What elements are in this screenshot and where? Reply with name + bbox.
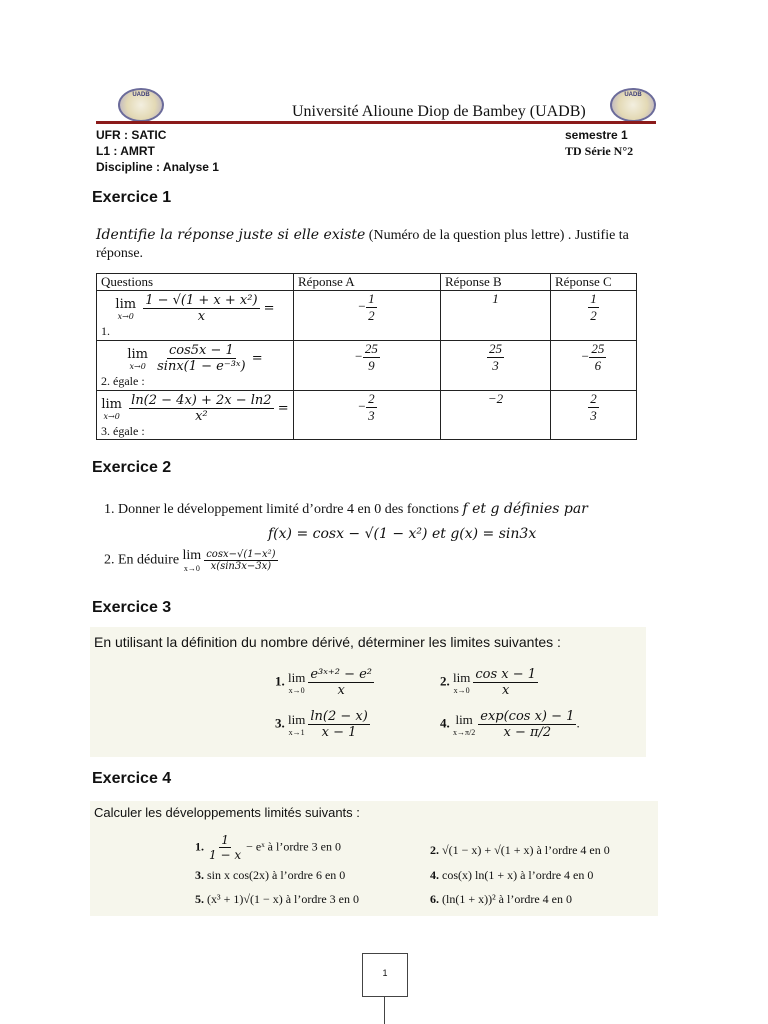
q2-answer-a: − $\frac{25}{9}$ bbox=[294, 341, 441, 391]
q1-label: 1. bbox=[101, 324, 110, 338]
dl-item-4: 4. cos(x) ln(1 + x) à l’ordre 4 en 0 bbox=[430, 868, 594, 882]
limit-item-3: 3. lim x→1 $\frac{\ln(2 - x)}{x - 1}$ bbox=[275, 709, 368, 740]
column-header: Réponse C bbox=[551, 274, 637, 291]
dl-item-3: 3. sin x cos(2x) à l’ordre 6 en 0 bbox=[195, 868, 346, 882]
table-row bbox=[97, 341, 637, 391]
ufr-label: UFR : SATIC bbox=[96, 128, 167, 142]
q3-answer-a: − $\frac{2}{3}$ bbox=[294, 391, 441, 440]
series-label: TD Série N°2 bbox=[565, 144, 634, 158]
exercise-4-title: Exercice 4 bbox=[92, 770, 172, 787]
uadb-logo-left: UADB bbox=[118, 88, 164, 122]
exercise-2-item-1: 1. Donner le développement limité d’ordre 4 en 0 des fonctions f et g définies par bbox=[104, 501, 588, 517]
column-header: Réponse B bbox=[441, 274, 551, 291]
dl-item-6: 6. (ln(1 + x))² à l’ordre 4 en 0 bbox=[430, 892, 572, 906]
exercise-2-formula: f(x) = cosx − √(1 − x²) et g(x) = sin3x bbox=[268, 526, 537, 542]
instruction-italic: Identifie la réponse juste si elle existe bbox=[96, 227, 366, 243]
page-number-line bbox=[384, 996, 385, 1024]
table-row bbox=[97, 291, 637, 341]
exercise-3-panel bbox=[90, 627, 646, 757]
dl-item-5: 5. (x³ + 1)√(1 − x) à l’ordre 3 en 0 bbox=[195, 892, 360, 906]
question-cell: lim x→0 $\frac{\text{1 − √(1 + x + x²)}}{x}$ = 1. bbox=[97, 291, 294, 341]
exercise-1-title: Exercice 1 bbox=[92, 189, 172, 206]
table-row bbox=[97, 391, 637, 440]
q2-label: 2. égale : bbox=[101, 374, 145, 388]
answer-table bbox=[96, 273, 637, 440]
q2-answer-c: − $\frac{25}{6}$ bbox=[551, 341, 637, 391]
exercise-2-title: Exercice 2 bbox=[92, 459, 172, 476]
q3-answer-b: −2 bbox=[441, 391, 551, 440]
exercise-4-intro: Calculer les développements limités suivants : bbox=[94, 805, 360, 820]
page-number-box bbox=[362, 953, 408, 997]
q3-numerator: ln(2 − 4x) + 2x − ln2 bbox=[131, 393, 272, 408]
instruction-rest: (Numéro de la question plus lettre) . Justifie ta réponse. bbox=[96, 228, 629, 261]
semester-label: semestre 1 bbox=[565, 128, 628, 142]
header-rule bbox=[96, 121, 656, 124]
header-left bbox=[96, 127, 219, 175]
dl-item-2: 2. √(1 − x) + √(1 + x) à l’ordre 4 en 0 bbox=[430, 843, 610, 857]
page-number: 1 bbox=[382, 968, 388, 978]
q2-answer-b: $\frac{25}{3}$ bbox=[441, 341, 551, 391]
limit-item-2: 2. lim x→0 $\frac{\text{cos x − 1}}{x}$ bbox=[440, 667, 537, 698]
limit-item-4: 4. lim x→π/2 $\frac{\text{exp(cos x) − 1}}{x - \pi/2}$ . bbox=[440, 709, 580, 740]
column-header: Réponse A bbox=[294, 274, 441, 291]
exercise-4-panel bbox=[90, 801, 658, 916]
limit-item-1: 1. lim x→0 $\frac{\text{e³ˣ⁺² − e²}}{x}$ bbox=[275, 667, 372, 698]
header-right bbox=[565, 127, 633, 159]
q2-numerator: cos5x − 1 bbox=[168, 343, 234, 358]
q1-answer-b: 1 bbox=[441, 291, 551, 341]
university-name: Université Alioune Diop de Bambey (UADB) bbox=[292, 103, 586, 120]
question-cell: lim x→0 $\frac{\ln(2 - 4x) + 2x - \ln 2}{\text{x²}}$ = 3. égale : bbox=[97, 391, 294, 440]
level-label: L1 : AMRT bbox=[96, 144, 155, 158]
exercise-3-title: Exercice 3 bbox=[92, 599, 172, 616]
q3-label: 3. égale : bbox=[101, 424, 145, 438]
exercise-3-intro: En utilisant la définition du nombre dérivé, déterminer les limites suivantes : bbox=[94, 634, 561, 650]
dl-item-1: 1. $\frac{1}{1 - x}$ − eˣ à l’ordre 3 en 0 bbox=[195, 833, 341, 862]
q1-numerator: 1 − √(1 + x + x²) bbox=[145, 293, 258, 308]
uadb-logo-right: UADB bbox=[610, 88, 656, 122]
column-header: Questions bbox=[97, 274, 294, 291]
exercise-2-item-2: 2. En déduire lim x→0 $\frac{\text{cosx−√(1−x²)}}{x(\sin 3x-3x)}$ bbox=[104, 548, 276, 573]
question-cell: lim x→0 $\frac{\cos 5x - 1}{\text{sinx(1 − e⁻³ˣ)}}$ = 2. égale : bbox=[97, 341, 294, 391]
exercise-1-instruction bbox=[96, 226, 656, 263]
q1-answer-c: $\frac{1}{2}$ bbox=[551, 291, 637, 341]
q1-answer-a: − $\frac{1}{2}$ bbox=[294, 291, 441, 341]
q3-answer-c: $\frac{2}{3}$ bbox=[551, 391, 637, 440]
discipline-label: Discipline : Analyse 1 bbox=[96, 160, 219, 174]
